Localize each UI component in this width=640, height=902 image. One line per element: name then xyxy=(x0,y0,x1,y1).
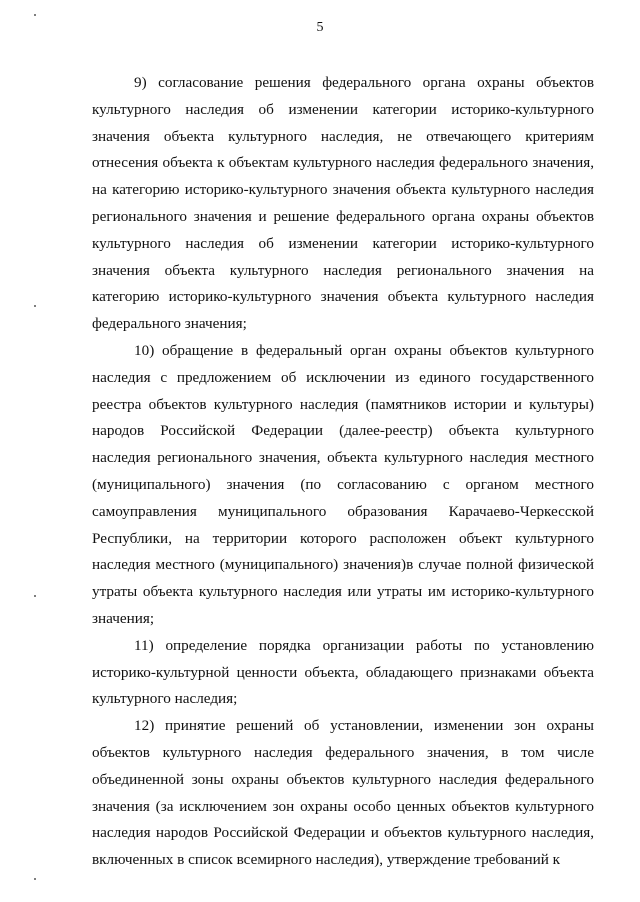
scan-mark xyxy=(34,305,36,307)
scan-mark xyxy=(34,878,36,880)
page-number: 5 xyxy=(316,20,324,35)
list-item-10: 10) обращение в федеральный орган охраны объектов культурного наследия с предложением об исключении из единого государственного реестра объектов культурного наследия (памятников истории и культуры) народов Российской Федерации (далее-реестр) объекта культурного наследия регионального значения, объекта культурного наследия местного (муниципального) значения (по согласованию с органом местного самоуправления муниципального образования Карачаево-Черкесской Республики, на территории которого расположен объект культурного наследия местного (муниципального) значения)в случае полной физической утраты объекта культурного наследия или утраты им историко-культурного значения; xyxy=(92,341,594,627)
document-body xyxy=(92,70,594,874)
list-item-9: 9) согласование решения федерального органа охраны объектов культурного наследия об изменении категории историко-культурного значения объекта культурного наследия, не отвечающего критериям отнесения объекта к объектам культурного наследия федерального значения, на категорию историко-культурного значения объекта культурного наследия регионального значения и решение федерального органа охраны объектов культурного наследия об изменении категории историко-культурного значения объекта культурного наследия регионального значения на категорию историко-культурного значения объекта культурного наследия федерального значения; xyxy=(92,74,594,333)
list-item-12: 12) принятие решений об установлении, изменении зон охраны объектов культурного наследия федерального значения, в том числе объединенной зоны охраны объектов культурного наследия федерального значения (за исключением зон охраны особо ценных объектов культурного наследия народов Российской Федерации и объектов культурного наследия, включенных в список всемирного наследия), утверждение требований к xyxy=(92,717,594,869)
scan-mark xyxy=(34,14,36,16)
scan-mark xyxy=(34,595,36,597)
list-item-11: 11) определение порядка организации работы по установлению историко-культурной ценности объекта, обладающего признаками объекта культурного наследия; xyxy=(92,636,594,708)
